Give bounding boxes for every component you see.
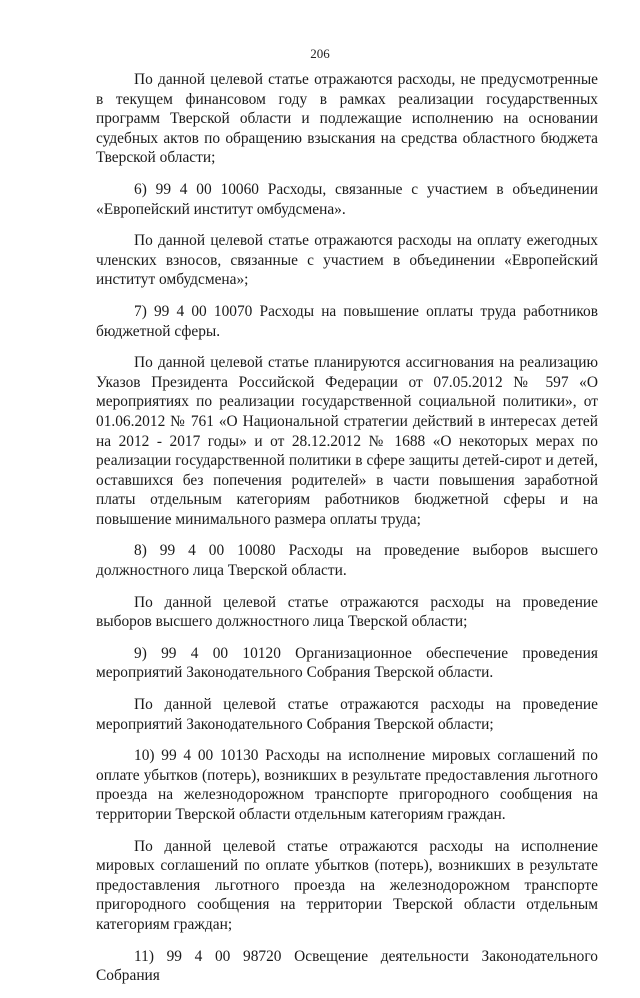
paragraph-12: 11) 99 4 00 98720 Освещение деятельности Законодательного Собрания (96, 947, 598, 985)
paragraph-9: По данной целевой статье отражаются расходы на проведение мероприятий Законодательного Собрания Тверской области; (96, 696, 598, 733)
document-body (96, 70, 598, 998)
paragraph-3: По данной целевой статье отражаются расходы на оплату ежегодных членских взносов, связанные с участием в объединении «Европейский институт омбудсмена»; (96, 232, 598, 289)
page-number: 206 (310, 46, 330, 61)
paragraph-1: По данной целевой статье отражаются расходы, не предусмотренные в текущем финансовом году в рамках реализации государственных программ Тверской области и подлежащие исполнению на основании судебных актов по обращению взыскания на средства областного бюджета Тверской области; (96, 71, 598, 167)
paragraph-2: 6) 99 4 00 10060 Расходы, связанные с участием в объединении «Европейский институт омбудсмена». (96, 180, 598, 218)
paragraph-5: По данной целевой статье планируются ассигнования на реализацию Указов Президента Российской Федерации от 07.05.2012 № 597 «О мероприятиях по реализации государственной социальной политики», от 01.06.2012 № 761 «О Национальной стратегии действий в интересах детей на 2012 - 2017 годы» и от 28.12.2012 № 1688 «О некоторых мерах по реализации государственной политики в сфере защиты детей-сирот и детей, оставшихся без попечения родителей» в части повышения заработной платы отдельным категориям работников бюджетной сферы и на повышение минимального размера оплаты труда; (96, 354, 598, 528)
paragraph-10: 10) 99 4 00 10130 Расходы на исполнение мировых соглашений по оплате убытков (потерь), возникших в результате предоставления льготного проезда на железнодорожном транспорте пригородного сообщения на территории Тверской области отдельным категориям граждан. (96, 747, 598, 823)
paragraph-7: По данной целевой статье отражаются расходы на проведение выборов высшего должностного лица Тверской области; (96, 593, 598, 631)
paragraph-11: По данной целевой статье отражаются расходы на исполнение мировых соглашений по оплате убытков (потерь), возникших в результате предоставления льготного проезда на железнодорожном транспорте пригородного сообщения на территории Тверской области отдельным категориям граждан; (96, 837, 598, 933)
paragraph-6: 8) 99 4 00 10080 Расходы на проведение выборов высшего должностного лица Тверской области. (96, 542, 598, 580)
paragraph-4: 7) 99 4 00 10070 Расходы на повышение оплаты труда работников бюджетной сферы. (96, 302, 598, 340)
paragraph-8: 9) 99 4 00 10120 Организационное обеспечение проведения мероприятий Законодательного Собрания Тверской области. (96, 644, 598, 682)
